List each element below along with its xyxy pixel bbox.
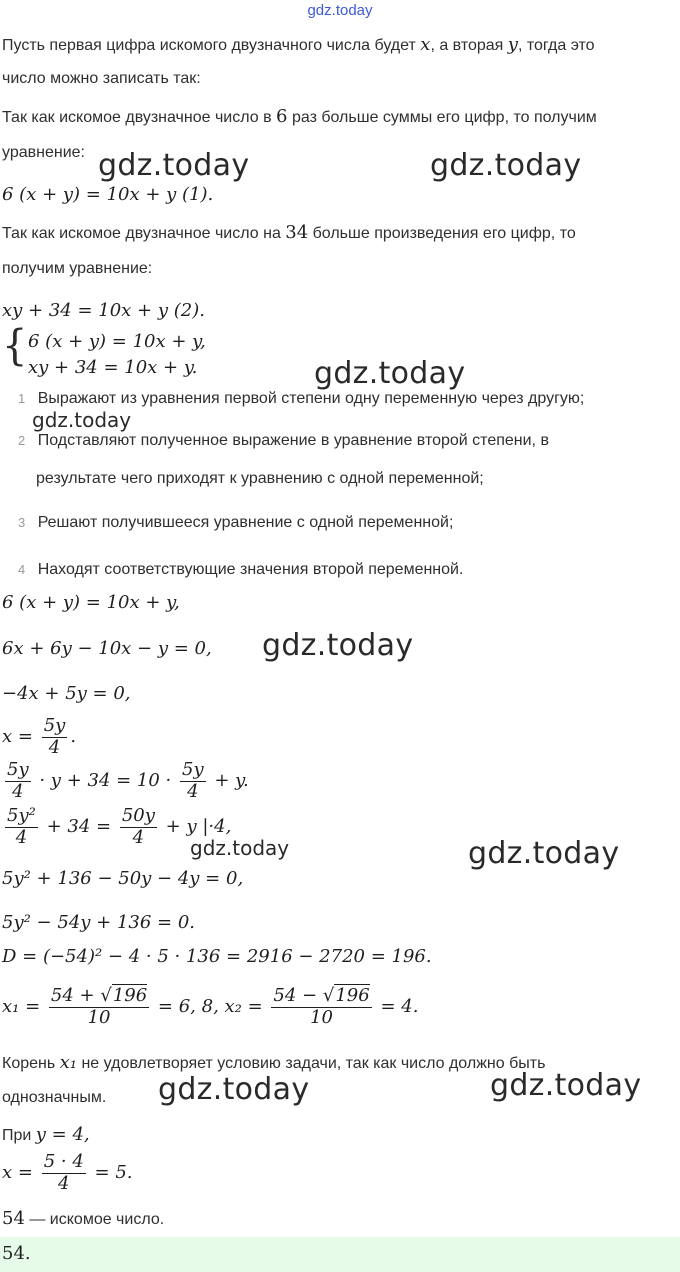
conclusion-line-1 [2,1052,545,1073]
system-equation-1: 6 (x + y) = 10x + y, [28,331,206,352]
fraction-den: 4 [180,781,206,803]
step-text: Решают получившееся уравнение с одной переменной; [37,514,454,531]
intro-line-2: число можно записать так: [2,70,201,87]
fraction-den: 4 [5,781,31,803]
step-text: Находят соответствующие значения второй переменной. [37,561,464,578]
intro-text-c: , тогда это [517,37,595,54]
fraction-num: 54 + √196 [50,985,148,1006]
step-number: 1 [18,391,26,406]
fraction [120,806,157,848]
fraction-num: 50y [121,805,155,826]
fraction [5,806,38,848]
solution-eq-8: 5y² − 54y + 136 = 0. [2,912,196,933]
system-brace: { [2,321,28,371]
solution-eq-4 [2,716,76,758]
eq5-mid: · y + 34 = 10 · [39,770,172,792]
conclusion-line-3 [2,1124,90,1145]
intro-text-a: Пусть первая цифра искомого двузначного числа будет [2,37,421,54]
condition2-number: 34 [285,222,309,243]
condition1-number: 6 [276,106,288,127]
intro-line-1 [2,34,595,55]
fraction-den: 10 [49,1007,149,1029]
watermark: gdz.today [190,836,290,860]
step-2-continuation: результате чего приходят к уравнению с одной переменной; [36,470,484,487]
fraction-num: 5y [43,715,66,736]
conclusion-eq-end: = 5. [94,1162,133,1184]
eq6-end: + y |·4, [165,816,232,838]
equation-2: xy + 34 = 10x + y (2). [2,300,205,321]
condition2-line-2: получим уравнение: [2,260,153,277]
fraction [49,986,149,1028]
condition2-text-a: Так как искомое двузначное число на [2,225,286,242]
step-2 [18,432,549,450]
step-3 [18,514,453,532]
conclusion-math-y: y = 4, [35,1124,90,1145]
result-text: — искомое число. [24,1211,165,1228]
answer-value: 54. [2,1243,31,1264]
conclusion-var: x₁ [59,1052,78,1073]
step-text: Подставляют полученное выражение в уравнение второй степени, в [37,432,549,449]
num-part: 54 − [273,985,323,1006]
conclusion-result [2,1208,164,1229]
eq4-left: x = [2,726,33,748]
eq6-mid: + 34 = [46,816,112,838]
fraction [42,716,68,758]
condition2-text-b: больше произведения его цифр, то [308,225,576,242]
fraction-den: 4 [120,827,157,849]
step-4 [18,561,463,579]
step-number: 3 [18,515,26,530]
solution-eq-7: 5y² + 136 − 50y − 4y = 0, [2,868,244,889]
watermark: gdz.today [430,148,582,183]
fraction-num: 5 · 4 [43,1151,84,1172]
fraction-den: 4 [42,737,68,759]
solution-eq-3: −4x + 5y = 0, [2,683,131,704]
step-number: 4 [18,562,26,577]
watermark: gdz.today [158,1072,310,1107]
fraction-num: 5y [7,759,29,780]
conclusion-eq-left: x = [2,1162,33,1184]
fraction-num: 54 − √196 [273,985,370,1006]
intro-text-b: , а вторая [430,37,508,54]
condition1-text-b: раз больше суммы его цифр, то получим [287,109,597,126]
eq10-end: = 4. [380,996,419,1018]
solution-eq-9: D = (−54)² − 4 · 5 · 136 = 2916 − 2720 = 196. [2,946,432,967]
sqrt-value: 196 [335,985,370,1006]
step-text: Выражают из уравнения первой степени одну переменную через другую; [37,390,585,407]
sqrt-value: 196 [112,985,148,1006]
conclusion-text-b: не удовлетворяет условию задачи, так как число должно быть [77,1055,546,1072]
condition1-line-1 [2,106,597,127]
conclusion-text-pri: При [2,1127,36,1144]
fraction [180,760,206,802]
equation-1: 6 (x + y) = 10x + y (1). [2,184,214,205]
fraction-den: 4 [5,827,38,849]
eq4-end: . [70,726,77,748]
eq10-mid: = 6, 8, x₂ = [157,996,263,1018]
solution-eq-2: 6x + 6y − 10x − y = 0, [2,638,212,659]
watermark: gdz.today [468,836,620,871]
condition1-text-a: Так как искомое двузначное число в [2,109,277,126]
result-number: 54 [2,1208,25,1229]
site-header-logo[interactable]: gdz.today [307,2,373,19]
step-number: 2 [18,433,26,448]
fraction-num: 5y [182,759,204,780]
solution-eq-5 [2,760,249,802]
conclusion-text-a: Корень [2,1055,60,1072]
watermark: gdz.today [490,1068,642,1103]
fraction-num: 5y² [7,805,36,826]
eq10-x1: x₁ = [2,996,41,1018]
watermark: gdz.today [262,628,414,663]
conclusion-eq [2,1152,133,1194]
fraction [5,760,31,802]
system-equation-2: xy + 34 = 10x + y. [28,357,198,378]
solution-eq-1: 6 (x + y) = 10x + y, [2,592,180,613]
watermark: gdz.today [32,408,132,432]
fraction [271,986,371,1028]
intro-var-y: y [507,34,518,55]
fraction-den: 10 [271,1007,371,1029]
watermark: gdz.today [98,148,250,183]
condition2-line-1 [2,222,576,243]
fraction-den: 4 [42,1173,86,1195]
intro-var-x: x [420,34,431,55]
watermark: gdz.today [314,356,466,391]
eq5-end: + y. [214,770,249,792]
step-1 [18,390,584,408]
conclusion-line-2: однозначным. [2,1089,107,1106]
fraction [42,1152,86,1194]
solution-eq-10 [2,986,418,1028]
num-part: 54 + [50,985,101,1006]
condition1-line-2: уравнение: [2,144,85,161]
answer-box [0,1237,680,1272]
